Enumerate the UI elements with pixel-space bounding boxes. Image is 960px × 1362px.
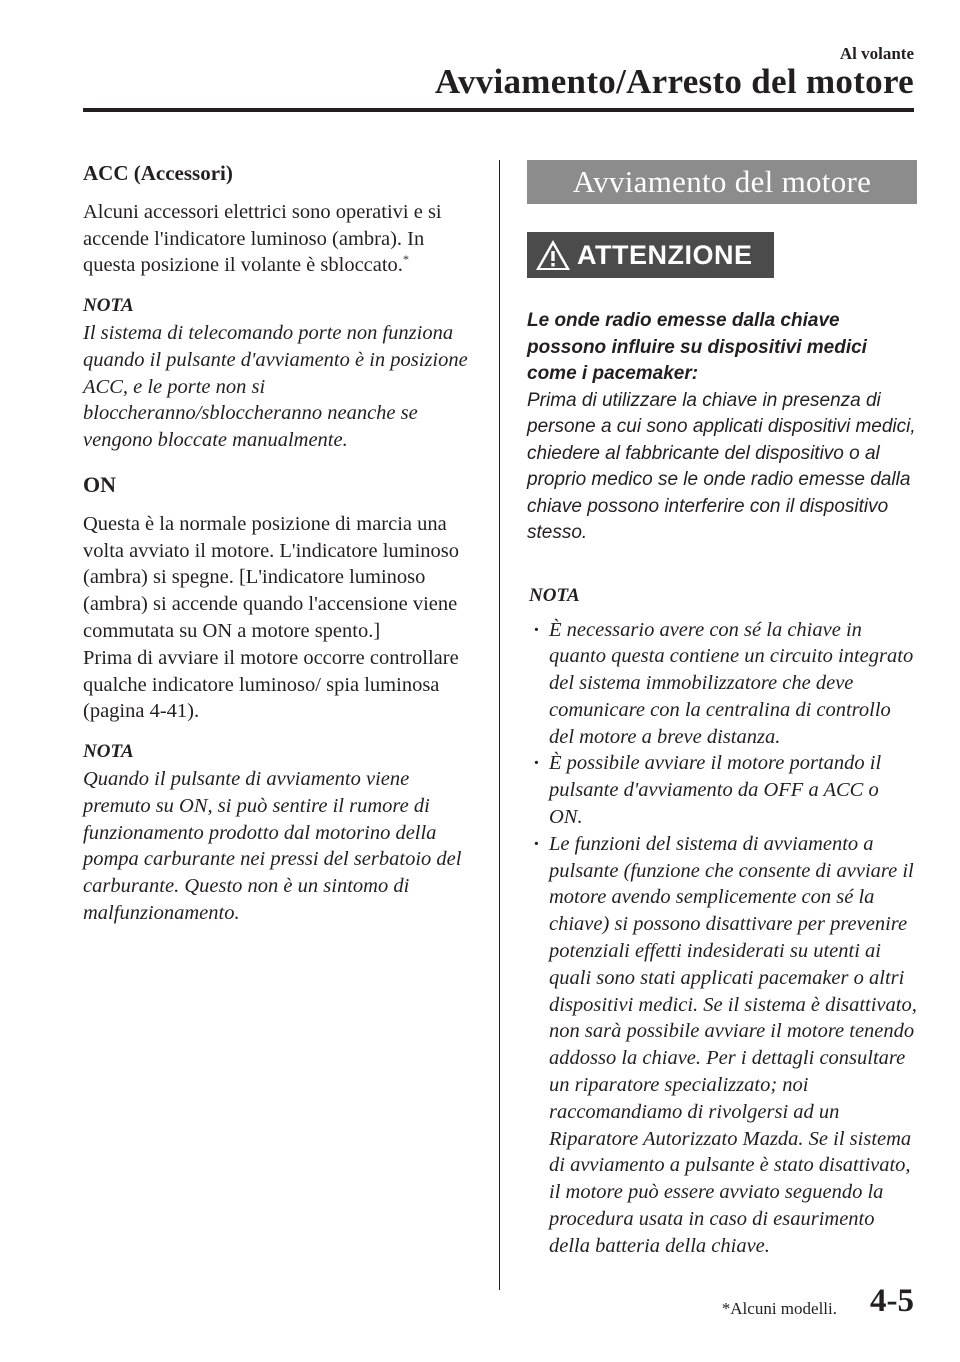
- warning-label: ATTENZIONE: [577, 239, 753, 270]
- header-section: Al volante: [839, 44, 914, 63]
- page-number: 4-5: [870, 1283, 914, 1319]
- nota-bullet-list: [527, 617, 917, 1260]
- nota-label-2: NOTA: [83, 741, 134, 763]
- warning-triangle-icon: [535, 238, 571, 272]
- warning-heading: Le onde radio emesse dalla chiave possono influire su dispositivi medici come i pacemaker:: [527, 310, 867, 384]
- on-paragraph: Questa è la normale posizione di marcia una volta avviato il motore. L'indicatore luminoso (ambra) si spegne. [L'indicatore luminoso (ambra) si accende quando l'accensione viene commutata su ON a motore spento.]: [83, 512, 460, 642]
- footnote: *Alcuni modelli.: [721, 1299, 837, 1318]
- warning-box: [527, 232, 774, 278]
- nota-text-2: Quando il pulsante di avviamento viene premuto su ON, si può sentire il rumore di funzionamento prodotto dal motorino della pompa carburante nei pressi del serbatoio del carburante. Questo non è un sintomo di malfunzionamento.: [83, 767, 462, 924]
- acc-asterisk: *: [402, 252, 409, 267]
- list-item: · È possibile avviare il motore portando il pulsante d'avviamento da OFF a ACC o ON.: [527, 750, 917, 830]
- page-title: Avviamento/Arresto del motore: [434, 62, 914, 101]
- nota-label: NOTA: [83, 295, 134, 317]
- section-band: [527, 160, 917, 204]
- nota-label-3: NOTA: [529, 584, 580, 606]
- on-paragraph-2: Prima di avviare il motore occorre controllare qualche indicatore luminoso/ spia luminosa (pagina 4-41).: [83, 646, 459, 723]
- acc-paragraph: [83, 199, 478, 279]
- acc-text: Alcuni accessori elettrici sono operativi e si accende l'indicatore luminoso (ambra). In questa posizione il volante è sbloccato.: [83, 200, 442, 277]
- header-rule: [83, 108, 914, 112]
- right-column: [527, 160, 917, 1260]
- column-divider: [499, 160, 500, 1290]
- nota-text: Il sistema di telecomando porte non funziona quando il pulsante d'avviamento è in posizione ACC, e le porte non si bloccheranno/sbloccheranno neanche se vengono bloccate manualmente.: [83, 321, 468, 452]
- acc-heading: ACC (Accessori): [83, 161, 233, 185]
- list-item: · Le funzioni del sistema di avviamento a pulsante (funzione che consente di avviare il motore avendo semplicemente con sé la chiave) si possono disattivare per prevenire potenziali effetti indesiderati su utenti ai quali sono stati applicati pacemaker o altri dispositivi medici. Se il sistema è disattivato, non sarà possibile avviare il motore tenendo addosso la chiave. Per i dettagli consultare un riparatore specializzato; noi raccomandiamo di rivolgersi ad un Riparatore Autorizzato Mazda. Se il sistema di avviamento a pulsante è stato disattivato, il motore può essere avviato seguendo la procedura usata in caso di esaurimento della batteria della chiave.: [527, 831, 917, 1260]
- left-column: [83, 160, 478, 927]
- warning-text: Prima di utilizzare la chiave in presenza di persone a cui sono applicati dispositivi medici, chiedere al fabbricante del dispositivo o al proprio medico se le onde radio emesse dalla chiave possono interferire con il dispositivo stesso.: [527, 389, 916, 543]
- section-title: Avviamento del motore: [572, 164, 872, 199]
- warning-body: [527, 308, 917, 547]
- on-heading: ON: [83, 471, 116, 497]
- list-item: · È necessario avere con sé la chiave in quanto questa contiene un circuito integrato del sistema immobilizzatore che deve comunicare con la centralina di controllo del motore a breve distanza.: [527, 617, 917, 751]
